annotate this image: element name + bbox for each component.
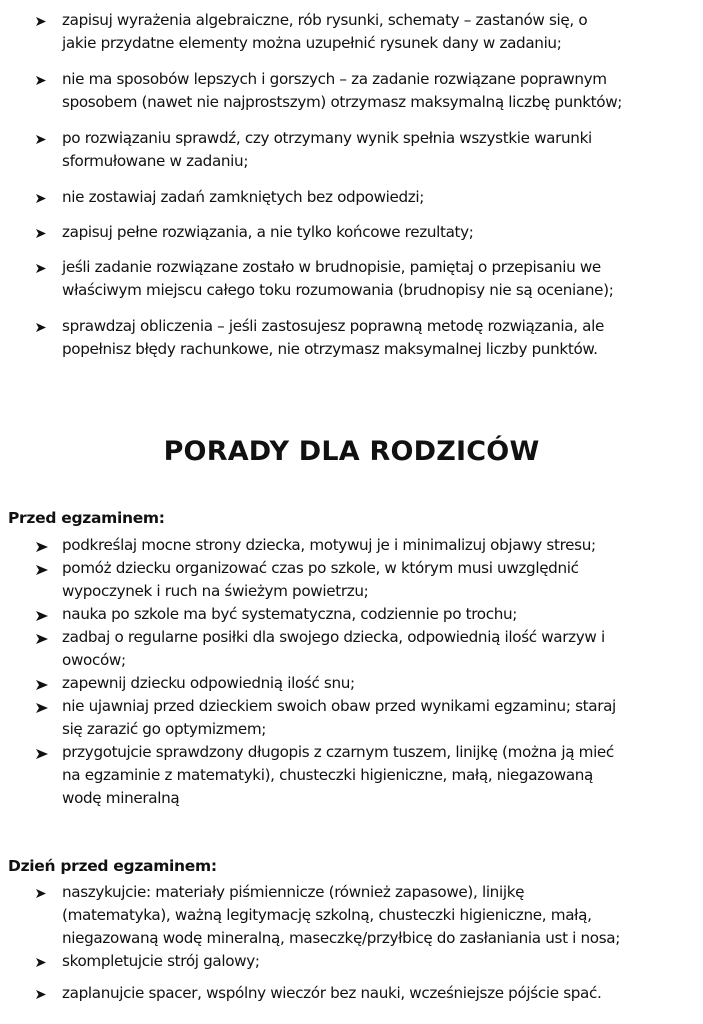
before-exam-heading: Przed egzaminem: [8, 509, 165, 527]
arrowhead-bullet-icon [36, 672, 50, 695]
list-item-line: na egzaminie z matematyki), chusteczki higieniczne, małą, niegazowaną [62, 766, 594, 784]
list-item-line: niegazowaną wodę mineralną, maseczkę/przyłbicę do zasłaniania ust i nosa; [62, 929, 621, 947]
list-item-line: się zarazić go optymizmem; [62, 720, 267, 738]
list-item [62, 534, 692, 557]
list-item [62, 186, 692, 209]
list-item-line: skompletujcie strój galowy; [62, 952, 260, 970]
arrowhead-bullet-icon [36, 186, 50, 209]
list-item-line: zapisuj pełne rozwiązania, a nie tylko końcowe rezultaty; [62, 223, 474, 241]
list-item [62, 256, 692, 302]
list-item [62, 626, 692, 672]
list-item [62, 672, 692, 695]
list-item-line: nie zostawiaj zadań zamkniętych bez odpowiedzi; [62, 188, 425, 206]
list-item-line: pomóż dziecku organizować czas po szkole, w którym musi uwzględnić [62, 559, 579, 577]
arrowhead-bullet-icon [36, 9, 50, 32]
list-item [62, 603, 692, 626]
arrowhead-bullet-icon [36, 127, 50, 150]
list-item-line: owoców; [62, 651, 126, 669]
list-item-line: zapewnij dziecku odpowiednią ilość snu; [62, 674, 355, 692]
list-item-line: podkreślaj mocne strony dziecka, motywuj je i minimalizuj objawy stresu; [62, 536, 596, 554]
list-item-line: nie ujawniaj przed dzieckiem swoich obaw przed wynikami egzaminu; staraj [62, 697, 616, 715]
before-exam-list [62, 534, 692, 810]
list-item [62, 982, 692, 1005]
list-item-line: popełnisz błędy rachunkowe, nie otrzymasz maksymalnej liczby punktów. [62, 340, 598, 358]
arrowhead-bullet-icon [36, 534, 50, 557]
list-item [62, 127, 692, 173]
arrowhead-bullet-icon [36, 982, 50, 1005]
list-item-line: sprawdzaj obliczenia – jeśli zastosujesz poprawną metodę rozwiązania, ale [62, 317, 604, 335]
list-item-line: jakie przydatne elementy można uzupełnić rysunek dany w zadaniu; [62, 34, 562, 52]
arrowhead-bullet-icon [36, 626, 50, 649]
list-item-line: sposobem (nawet nie najprostszym) otrzymasz maksymalną liczbę punktów; [62, 93, 623, 111]
list-item-line: jeśli zadanie rozwiązane zostało w brudnopisie, pamiętaj o przepisaniu we [62, 258, 601, 276]
arrowhead-bullet-icon [36, 557, 50, 580]
arrowhead-bullet-icon [36, 695, 50, 718]
list-item-line: wodę mineralną [62, 789, 180, 807]
list-item [62, 881, 692, 950]
arrowhead-bullet-icon [36, 603, 50, 626]
list-item [62, 695, 692, 741]
list-item [62, 950, 692, 973]
list-item-line: zaplanujcie spacer, wspólny wieczór bez nauki, wcześniejsze pójście spać. [62, 984, 602, 1002]
list-item-line: przygotujcie sprawdzony długopis z czarnym tuszem, linijkę (można ją mieć [62, 743, 614, 761]
day-before-exam-heading: Dzień przed egzaminem: [8, 857, 217, 875]
arrowhead-bullet-icon [36, 221, 50, 244]
list-item [62, 68, 692, 114]
list-item [62, 9, 692, 55]
list-item-line: nauka po szkole ma być systematyczna, codziennie po trochu; [62, 605, 518, 623]
arrowhead-bullet-icon [36, 256, 50, 279]
arrowhead-bullet-icon [36, 741, 50, 764]
day-before-exam-list [62, 881, 692, 1005]
list-item-line: właściwym miejscu całego toku rozumowania (brudnopisy nie są oceniane); [62, 281, 614, 299]
list-item-line: wypoczynek i ruch na świeżym powietrzu; [62, 582, 369, 600]
arrowhead-bullet-icon [36, 68, 50, 91]
arrowhead-bullet-icon [36, 950, 50, 973]
list-item-line: zapisuj wyrażenia algebraiczne, rób rysunki, schematy – zastanów się, o [62, 11, 588, 29]
list-item-line: naszykujcie: materiały piśmiennicze (również zapasowe), linijkę [62, 883, 525, 901]
section-title: PORADY DLA RODZICÓW [163, 436, 540, 467]
list-item [62, 315, 692, 361]
arrowhead-bullet-icon [36, 315, 50, 338]
list-item-line: zadbaj o regularne posiłki dla swojego dziecka, odpowiednią ilość warzyw i [62, 628, 605, 646]
list-item [62, 741, 692, 810]
list-item-line: nie ma sposobów lepszych i gorszych – za zadanie rozwiązane poprawnym [62, 70, 607, 88]
list-item-line: po rozwiązaniu sprawdź, czy otrzymany wynik spełnia wszystkie warunki [62, 129, 592, 147]
arrowhead-bullet-icon [36, 881, 50, 904]
list-item-line: sformułowane w zadaniu; [62, 152, 249, 170]
student-tips-list [62, 9, 692, 374]
list-item-line: (matematyka), ważną legitymację szkolną, chusteczki higieniczne, małą, [62, 906, 592, 924]
list-item [62, 221, 692, 244]
list-item [62, 557, 692, 603]
